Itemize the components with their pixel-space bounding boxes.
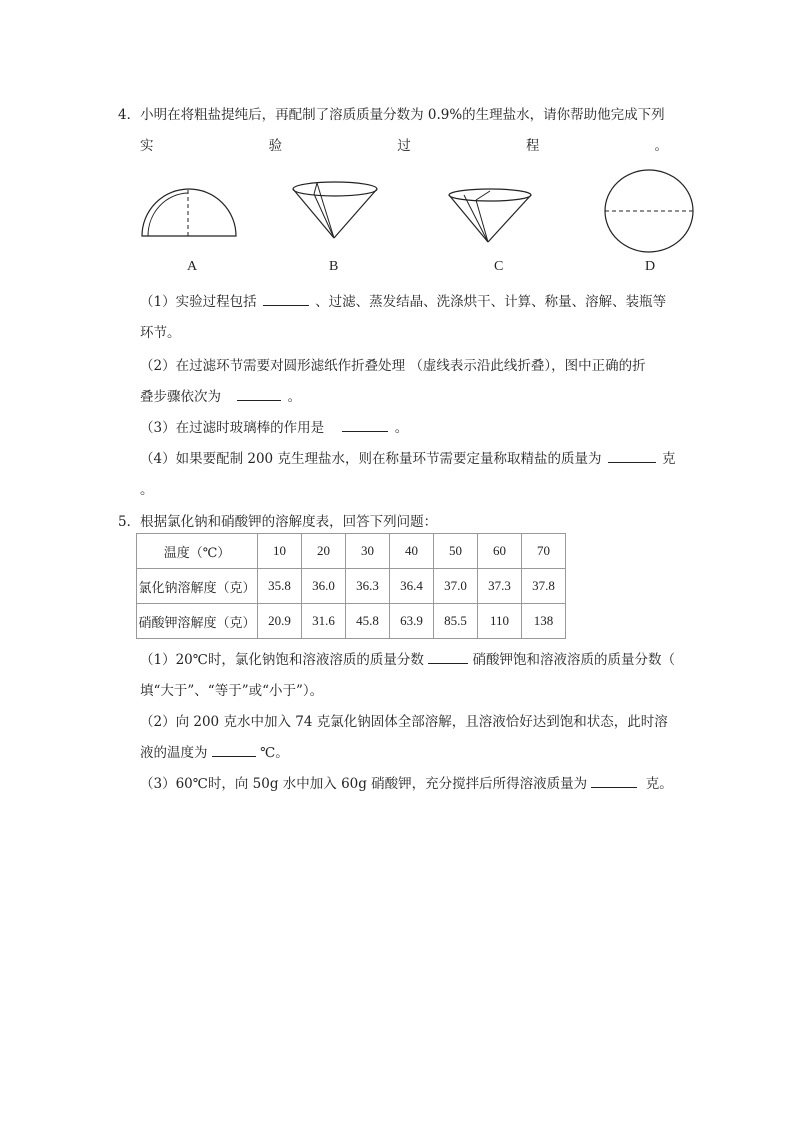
q4-part4 xyxy=(140,447,676,467)
q4-part1-cont: 环节。 xyxy=(140,325,181,341)
figure-a-semicircle xyxy=(138,180,240,240)
text: （3）60℃时，向 50g 水中加入 60g 硝酸钾，充分搅拌后所得溶液质量为 xyxy=(140,776,588,792)
text: 。 xyxy=(394,420,409,436)
answer-blank[interactable] xyxy=(212,742,256,757)
table-header-cell: 30 xyxy=(346,534,390,569)
table-cell: 110 xyxy=(478,604,522,639)
table-cell: 36.0 xyxy=(302,569,346,604)
q5-part2-cont xyxy=(140,741,289,761)
table-cell: 37.0 xyxy=(434,569,478,604)
table-row xyxy=(137,604,566,639)
row-label: 氯化钠溶解度（克） xyxy=(137,569,258,604)
text: 克 xyxy=(662,451,676,467)
table-cell: 63.9 xyxy=(390,604,434,639)
text: 。 xyxy=(287,389,302,405)
spread-char: 验 xyxy=(268,138,283,154)
table-cell: 20.9 xyxy=(258,604,302,639)
table-header-row xyxy=(137,534,566,569)
table-header-cell: 20 xyxy=(302,534,346,569)
answer-blank[interactable] xyxy=(428,649,468,664)
table-cell: 37.3 xyxy=(478,569,522,604)
answer-blank[interactable] xyxy=(608,448,656,463)
q4-part1 xyxy=(140,290,666,310)
q4-stem: 4．小明在将粗盐提纯后，再配制了溶质质量分数为 0.9%的生理盐水，请你帮助他完成下列 xyxy=(118,107,665,123)
answer-blank[interactable] xyxy=(263,291,309,306)
table-cell: 35.8 xyxy=(258,569,302,604)
figure-label: A xyxy=(187,259,198,274)
table-cell: 37.8 xyxy=(522,569,566,604)
figure-label: C xyxy=(494,259,504,274)
figure-d-circle xyxy=(602,168,696,254)
row-label: 硝酸钾溶解度（克） xyxy=(137,604,258,639)
table-header-cell: 70 xyxy=(522,534,566,569)
solubility-table xyxy=(136,533,566,639)
table-header-cell: 10 xyxy=(258,534,302,569)
table-row xyxy=(137,569,566,604)
table-cell: 31.6 xyxy=(302,604,346,639)
table-header-cell: 60 xyxy=(478,534,522,569)
text: 、过滤、蒸发结晶、洗涤烘干、计算、称量、溶解、装瓶等 xyxy=(315,294,667,310)
table-header-label: 温度（℃） xyxy=(137,534,258,569)
table-cell: 36.3 xyxy=(346,569,390,604)
spread-char: 。 xyxy=(654,138,668,154)
text: （1）20℃时，氯化钠饱和溶液溶质的质量分数 xyxy=(140,652,424,668)
q4-part4-cont: 。 xyxy=(140,482,154,498)
q5-part1 xyxy=(140,648,675,668)
figure-label: D xyxy=(645,259,656,274)
table-cell: 45.8 xyxy=(346,604,390,639)
text: （1）实验过程包括 xyxy=(140,294,257,310)
figure-label: B xyxy=(329,259,339,274)
answer-blank[interactable] xyxy=(591,773,637,788)
text: ℃。 xyxy=(260,745,289,761)
table-cell: 138 xyxy=(522,604,566,639)
table-cell: 85.5 xyxy=(434,604,478,639)
text: 液的温度为 xyxy=(140,745,208,761)
figure-b-cone xyxy=(290,180,380,242)
spread-char: 程 xyxy=(525,138,540,154)
spread-char: 实 xyxy=(140,138,154,154)
table-header-cell: 50 xyxy=(434,534,478,569)
text: （4）如果要配制 200 克生理盐水，则在称量环节需要定量称取精盐的质量为 xyxy=(140,451,602,467)
spread-char: 过 xyxy=(397,138,411,154)
q4-part2-cont xyxy=(140,385,301,405)
q5-part1-cont: 填“大于”、“等于”或“小于”）。 xyxy=(140,683,324,699)
text: 克。 xyxy=(645,776,673,792)
table-header-cell: 40 xyxy=(390,534,434,569)
text: 叠步骤依次为 xyxy=(140,389,221,405)
text: （3）在过滤时玻璃棒的作用是 xyxy=(140,420,325,436)
q4-part2: （2）在过滤环节需要对圆形滤纸作折叠处理 （虚线表示沿此线折叠），图中正确的折 xyxy=(140,358,646,374)
figure-c-cone xyxy=(446,186,534,246)
text: 硝酸钾饱和溶液溶质的质量分数（ xyxy=(472,652,675,668)
q4-stem-continuation xyxy=(140,134,668,154)
q4-part3 xyxy=(140,416,408,436)
q5-stem: 5．根据氯化钠和硝酸钾的溶解度表，回答下列问题： xyxy=(118,514,438,530)
answer-blank[interactable] xyxy=(237,386,281,401)
table-cell: 36.4 xyxy=(390,569,434,604)
q5-part3 xyxy=(140,772,673,792)
answer-blank[interactable] xyxy=(342,417,388,432)
q5-part2: （2）向 200 克水中加入 74 克氯化钠固体全部溶解，且溶液恰好达到饱和状态，此时溶 xyxy=(140,714,668,730)
